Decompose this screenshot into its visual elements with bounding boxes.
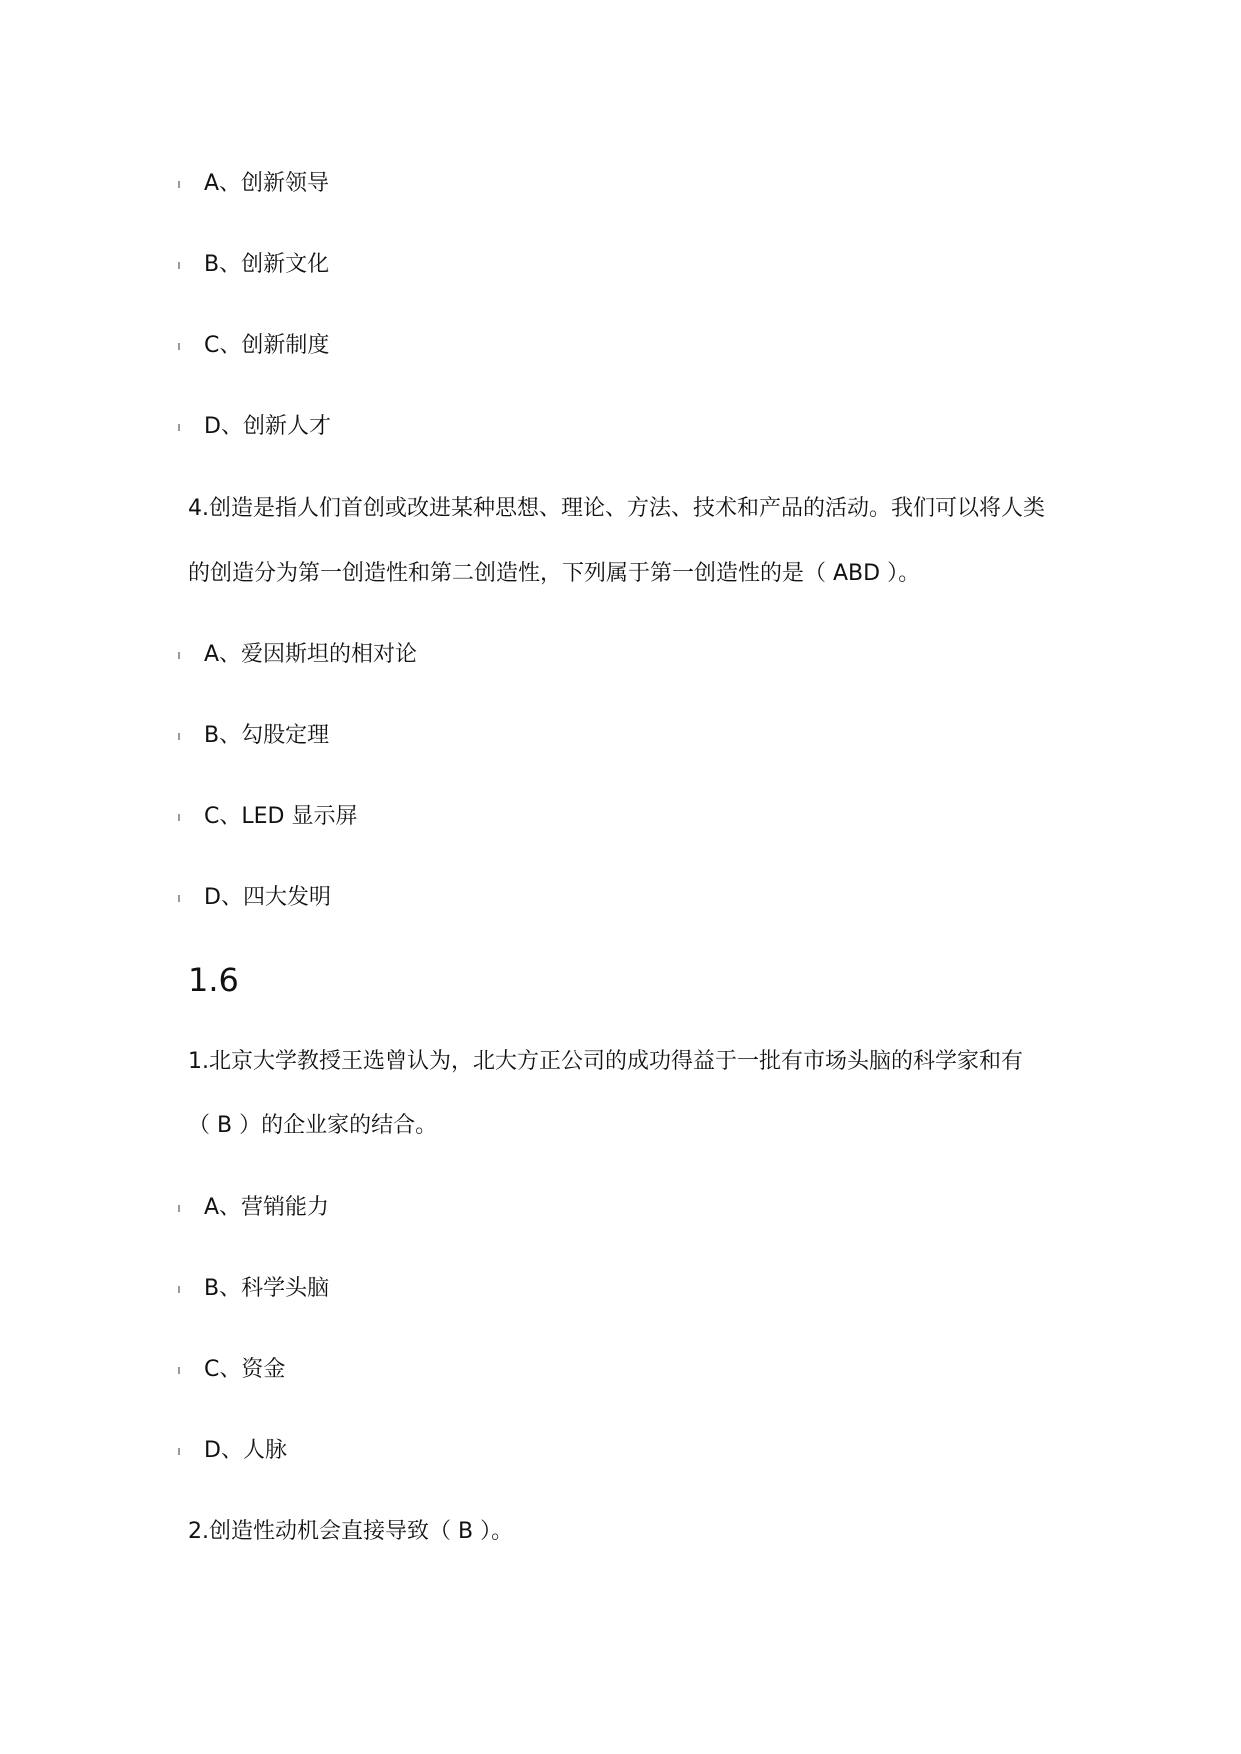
option-text: C、创新制度: [204, 333, 330, 358]
bullet-icon: [178, 814, 180, 821]
option-text: D、四大发明: [204, 885, 331, 910]
question-text: 1.北京大学教授王选曾认为，北大方正公司的成功得益于一批有市场头脑的科学家和有: [188, 1049, 1023, 1074]
option-text: D、人脉: [204, 1438, 287, 1463]
list-item: [188, 1193, 329, 1223]
option-text: A、爱因斯坦的相对论: [204, 642, 418, 667]
section-heading: 1.6: [188, 961, 239, 999]
bullet-icon: [178, 1205, 180, 1212]
option-text: A、创新领导: [204, 171, 330, 196]
option-text: C、LED 显示屏: [204, 804, 358, 829]
question-text: 4.创造是指人们首创或改进某种思想、理论、方法、技术和产品的活动。我们可以将人类: [188, 496, 1045, 521]
option-text: B、创新文化: [204, 252, 330, 277]
option-text: B、科学头脑: [204, 1276, 330, 1301]
question-text: 的创造分为第一创造性和第二创造性，下列属于第一创造性的是（ ABD ）。: [188, 561, 921, 586]
bullet-icon: [178, 652, 180, 659]
list-item: [188, 169, 329, 199]
bullet-icon: [178, 262, 180, 269]
list-item: [188, 721, 329, 751]
list-item: [188, 1355, 285, 1385]
bullet-icon: [178, 895, 180, 902]
option-text: B、勾股定理: [204, 723, 330, 748]
question-text: （ B ）的企业家的结合。: [188, 1113, 438, 1138]
bullet-icon: [178, 733, 180, 740]
option-text: D、创新人才: [204, 414, 331, 439]
question-text: 2.创造性动机会直接导致（ B ）。: [188, 1519, 514, 1544]
list-item: [188, 1436, 287, 1466]
bullet-icon: [178, 1367, 180, 1374]
list-item: [188, 412, 331, 442]
list-item: [188, 1274, 329, 1304]
list-item: [188, 331, 329, 361]
bullet-icon: [178, 1286, 180, 1293]
bullet-icon: [178, 424, 180, 431]
bullet-icon: [178, 1448, 180, 1455]
list-item: [188, 640, 417, 670]
bullet-icon: [178, 343, 180, 350]
list-item: [188, 250, 329, 280]
list-item: [188, 883, 331, 913]
bullet-icon: [178, 181, 180, 188]
option-text: C、资金: [204, 1357, 286, 1382]
option-text: A、营销能力: [204, 1195, 330, 1220]
list-item: [188, 802, 357, 832]
